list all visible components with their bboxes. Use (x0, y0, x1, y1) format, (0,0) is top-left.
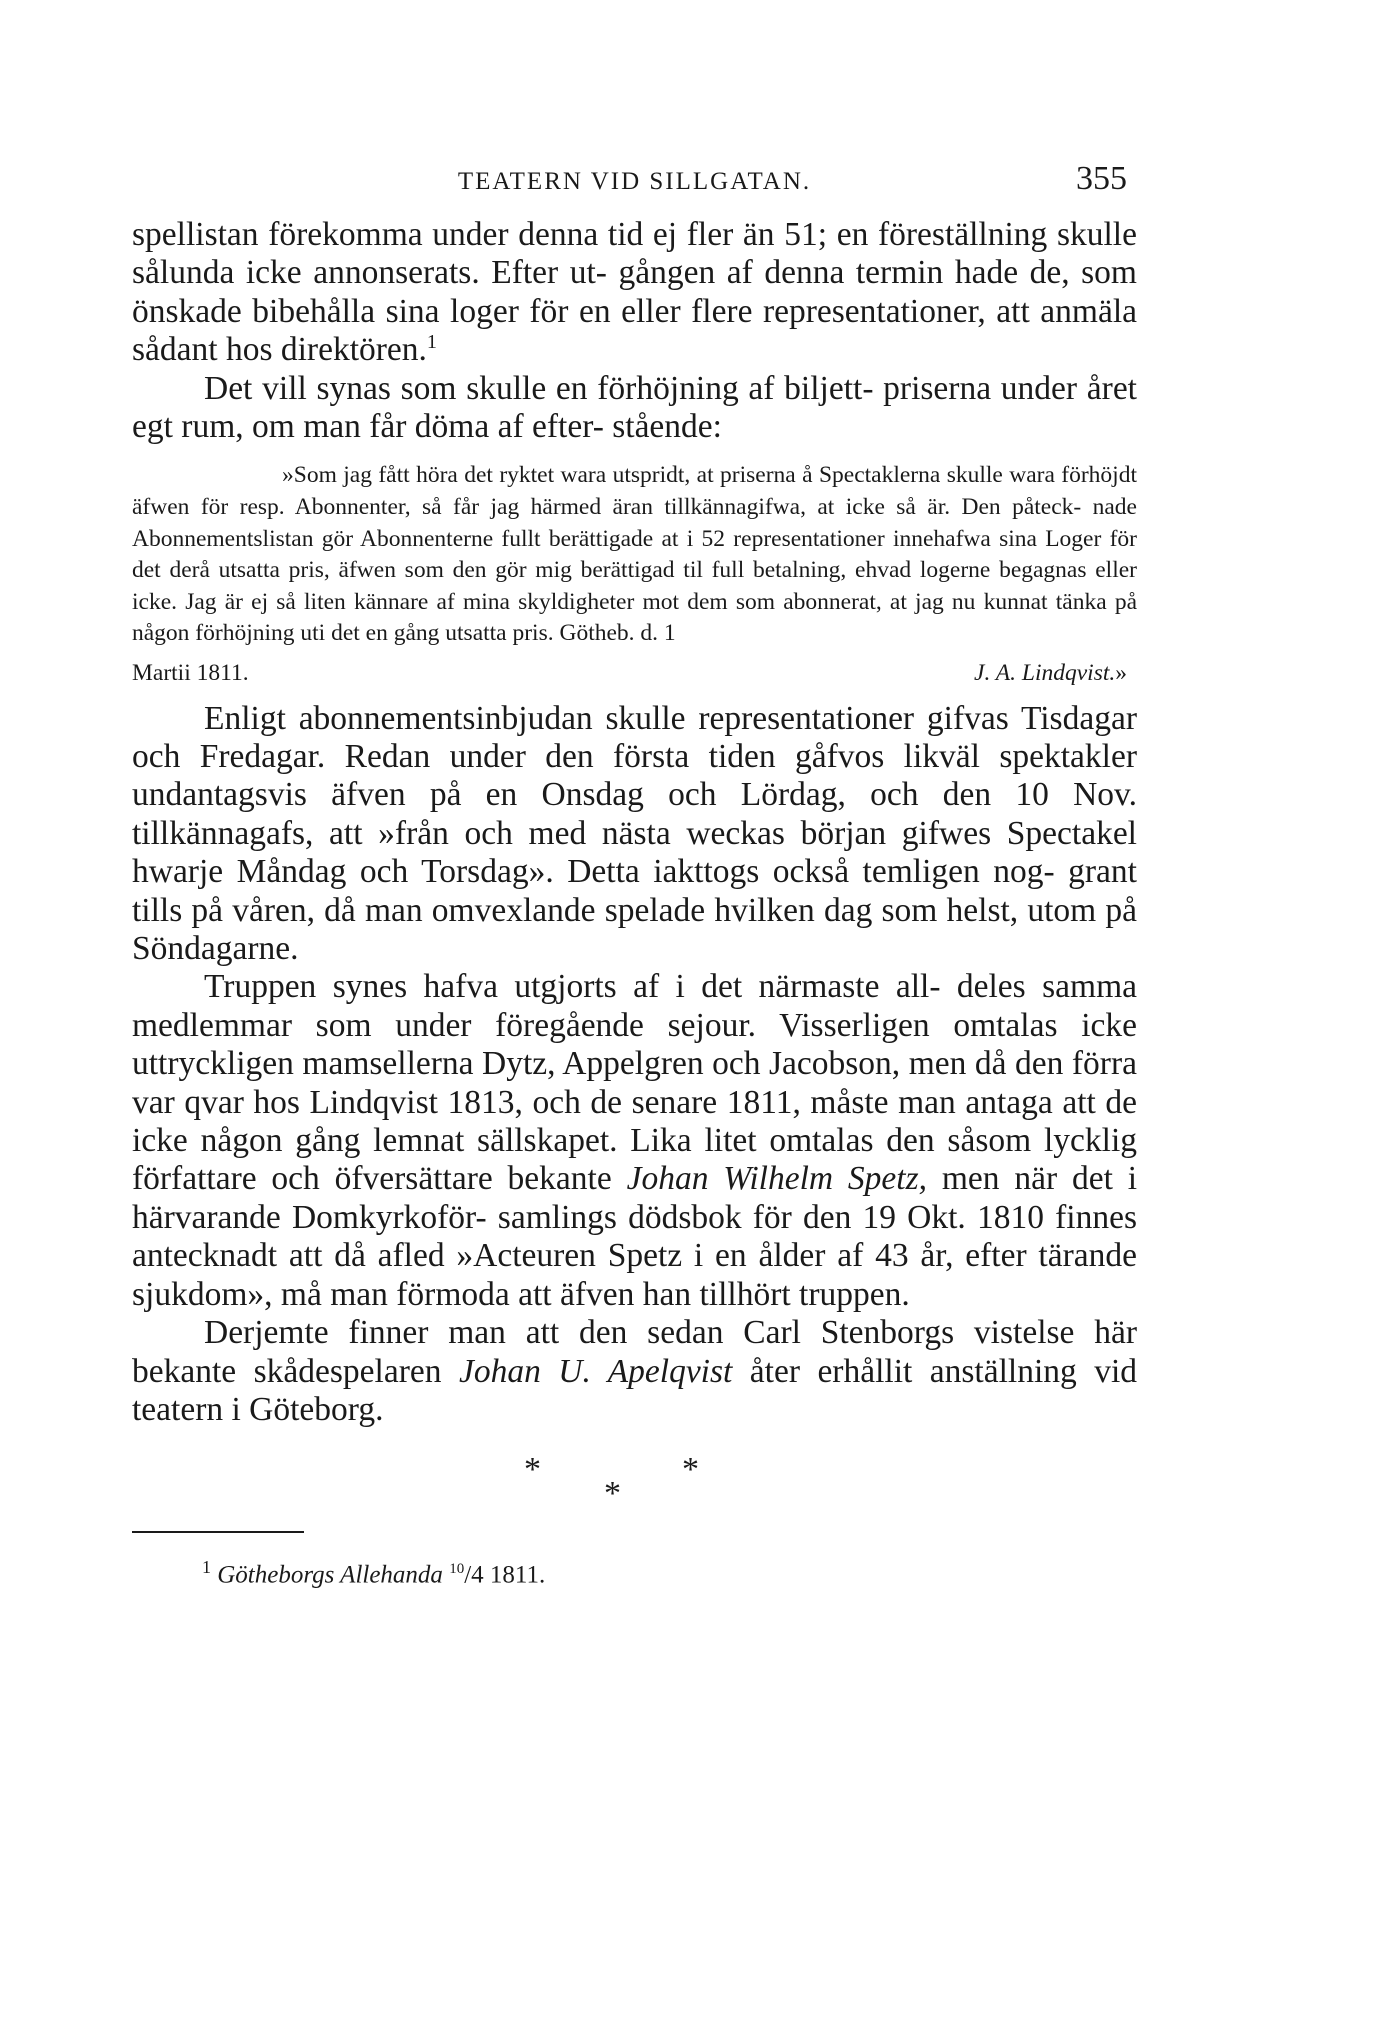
closing-guillemet: » (1115, 660, 1127, 686)
footnote-divider (132, 1531, 304, 1533)
paragraph-4 (132, 968, 1137, 1314)
paragraph-5 (132, 1314, 1137, 1429)
quote-signature (974, 658, 1127, 690)
paragraph-5-text-b: åter erhållit anställning vid teatern i Göteborg. (132, 1352, 1138, 1428)
paragraph-1-text: spellistan förekomma under denna tid ej fler än 51; en föreställning skulle sålunda icke annonserats. Efter ut- gången af denna termin hade de, som önskade bibehålla sina loger för en eller flere representationer, att anmäla sådant hos direktören. (132, 216, 1137, 369)
footnote-mark: 1 (202, 1557, 211, 1578)
paragraph-1 (132, 216, 1137, 370)
footnote-source: Götheborgs Allehanda (217, 1561, 443, 1589)
asterisk-middle: * (604, 1475, 621, 1513)
running-title: TEATERN VID SILLGATAN. (457, 168, 812, 195)
paragraph-2-text: Det vill synas som skulle en förhöjning af biljett- priserna under året egt rum, om man får döma af efter- stående: (132, 369, 1137, 446)
footnote-date-day: 10 (449, 1561, 465, 1578)
footnote-date-rest: /4 1811. (464, 1561, 546, 1589)
paragraph-3-text: Enligt abonnementsinbjudan skulle representationer gifvas Tisdagar och Fredagar. Redan under den första tiden gåfvos likväl spektakler undantagsvis äfven på en Onsdag och Lördag, och den 10 Nov. tillkännagafs, att »från och med nästa weckas början gifwes Spectakel hwarje Måndag och Torsdag». Detta iakttogs också temligen nog- grant tills på våren, då man omvexlande spelade hvilken dag som helst, utom på Söndagarne. (132, 699, 1137, 968)
block-quote-text: »Som jag fått höra det ryktet wara utspridt, at priserna å Spectaklerna skulle wara förhöjdt äfwen för resp. Abonnenter, så får jag härmed äran tillkännagifwa, at icke så är. Den påteck- nade Abonnementslistan gör Abonnenterne fullt berättigade at i 52 representationer innehafwa sina Loger för det derå utsatta pris, äfwen som den gör mig berättigad til full betalning, ehvad logerne begagnas eller icke. Jag är ej så liten kännare af mina skyldigheter mot dem som abonnerat, at jag nu kunnat tänka på någon förhöjning uti det en gång utsatta pris. Götheb. d. 1 (132, 462, 1137, 647)
asterisk-left: * (524, 1451, 541, 1489)
footnote-reference: 1 (426, 331, 437, 354)
paragraph-4-text-b: men när det i härvarande Domkyrkoför- samlings dödsbok för den 19 Okt. 1810 finnes antecknadt att då afled »Acteuren Spetz i en ålder af 43 år, efter tärande sjukdom», må man förmoda att äfven han tillhört truppen. (132, 1160, 1138, 1313)
footnote (132, 1551, 1137, 1591)
signature-name: J. A. Lindqvist. (974, 660, 1116, 686)
block-quote (132, 460, 1137, 650)
paragraph-3 (132, 700, 1137, 969)
page-number: 355 (1076, 160, 1127, 197)
paragraph-4-text-a: Truppen synes hafva utgjorts af i det närmaste all- deles samma medlemmar som under föregående sejour. Visserligen omtalas icke uttryckligen mamsellerna Dytz, Appelgren och Jacobson, men då den förra var qvar hos Lindqvist 1813, och de senare 1811, måste man antaga att de icke någon gång lemnat sällskapet. Lika litet omtalas den såsom lycklig författare och öfversättare bekante (132, 968, 1137, 1198)
asterisk-right: * (682, 1451, 699, 1489)
quote-date: Martii 1811. (132, 660, 249, 686)
book-page (132, 160, 1137, 1592)
paragraph-5-text-a: Derjemte finner man att den sedan Carl Stenborgs vistelse här bekante skådespelaren (132, 1314, 1137, 1390)
running-header (132, 160, 1137, 216)
person-name-spetz: Johan Wilhelm Spetz, (626, 1160, 927, 1198)
person-name-apelqvist: Johan U. Apelqvist (458, 1352, 733, 1390)
section-asterism (132, 1441, 1137, 1531)
paragraph-2 (132, 370, 1137, 447)
quote-signature-line (132, 658, 1137, 690)
